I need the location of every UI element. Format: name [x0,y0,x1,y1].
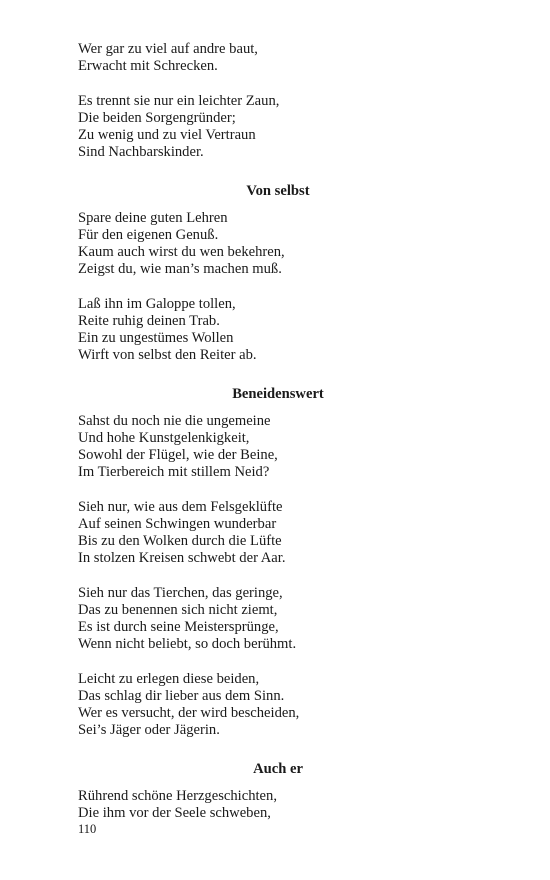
verse-line: Das schlag dir lieber aus dem Sinn. [78,688,285,704]
verse-line: Leicht zu erlegen diese beiden, [78,671,260,687]
poem-title: Auch er [253,761,303,777]
verse-line: Bis zu den Wolken durch die Lüfte [78,533,282,549]
stanza [78,413,478,481]
verse-line: Für den eigenen Genuß. [78,227,219,243]
verse-line: Wer es versucht, der wird bescheiden, [78,705,300,721]
verse-line: Und hohe Kunstgelenkigkeit, [78,430,250,446]
verse-line: Es ist durch seine Meistersprünge, [78,619,279,635]
poem-auch-er [78,761,478,822]
verse-line: Die beiden Sorgengründer; [78,110,236,126]
poem-von-selbst [78,183,478,364]
verse-line: Rührend schöne Herzgeschichten, [78,788,277,804]
verse-line: Wirft von selbst den Reiter ab. [78,347,257,363]
verse-line: Wer gar zu viel auf andre baut, [78,41,258,57]
verse-line: Sieh nur, wie aus dem Felsgeklüfte [78,499,283,515]
verse-line: Sieh nur das Tierchen, das geringe, [78,585,283,601]
verse-line: Zu wenig und zu viel Vertraun [78,127,256,143]
verse-line: Spare deine guten Lehren [78,210,228,226]
stanza [78,788,478,822]
page-body [78,41,478,840]
poem-title: Von selbst [246,183,310,199]
verse-line: Sahst du noch nie die ungemeine [78,413,271,429]
stanza [78,671,478,739]
poem-beneidenswert [78,386,478,739]
verse-line: Wenn nicht beliebt, so doch berühmt. [78,636,297,652]
verse-line: Sind Nachbarskinder. [78,144,204,160]
stanza [78,41,478,75]
verse-line: Laß ihn im Galoppe tollen, [78,296,236,312]
verse-line: Sowohl der Flügel, wie der Beine, [78,447,278,463]
verse-line: Ein zu ungestümes Wollen [78,330,234,346]
verse-line: Das zu benennen sich nicht ziemt, [78,602,278,618]
verse-line: Sei’s Jäger oder Jägerin. [78,722,220,738]
verse-line: Zeigst du, wie man’s machen muß. [78,261,282,277]
verse-line: Im Tierbereich mit stillem Neid? [78,464,270,480]
verse-line: Die ihm vor der Seele schweben, [78,805,271,821]
page-number: 110 [78,822,97,836]
poem-continued [78,41,478,161]
verse-line: In stolzen Kreisen schwebt der Aar. [78,550,286,566]
stanza [78,499,478,567]
poem-title: Beneidenswert [232,386,324,402]
stanza [78,93,478,161]
stanza [78,296,478,364]
verse-line: Erwacht mit Schrecken. [78,58,218,74]
verse-line: Reite ruhig deinen Trab. [78,313,220,329]
stanza [78,585,478,653]
verse-line: Es trennt sie nur ein leichter Zaun, [78,93,280,109]
verse-line: Kaum auch wirst du wen bekehren, [78,244,285,260]
stanza [78,210,478,278]
verse-line: Auf seinen Schwingen wunderbar [78,516,277,532]
